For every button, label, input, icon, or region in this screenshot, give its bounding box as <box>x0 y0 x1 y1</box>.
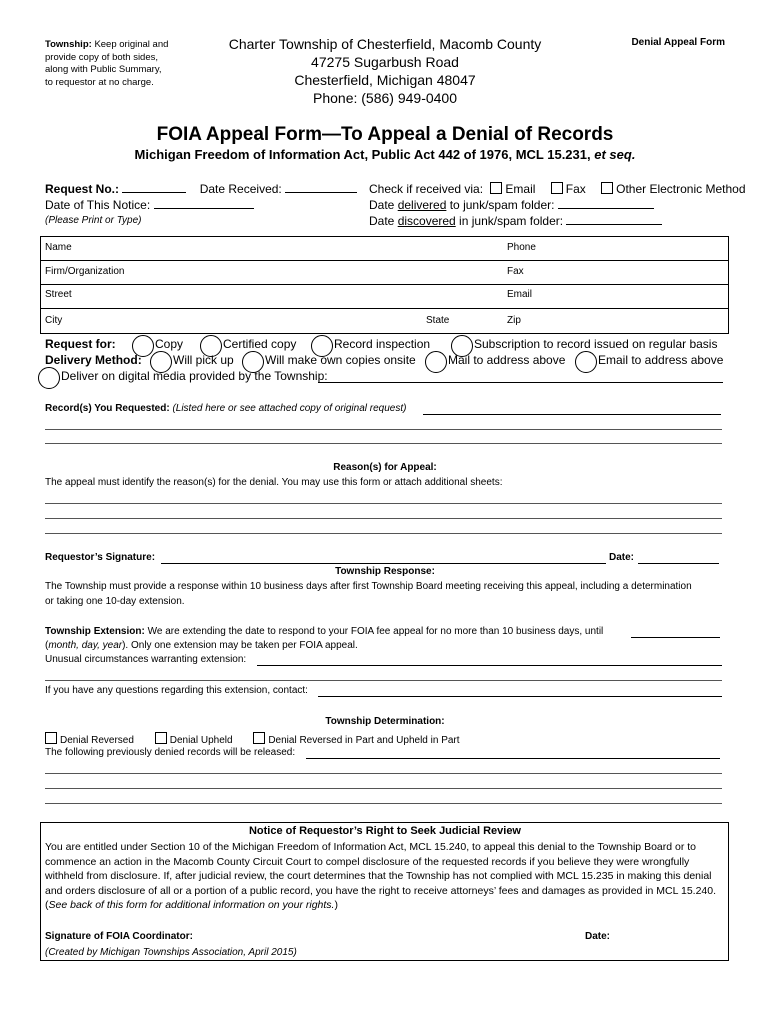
discovered-pre: Date <box>369 214 398 228</box>
contact-divider-2 <box>40 284 728 285</box>
request-for-label-text: Request for: <box>45 337 116 351</box>
request-for-label <box>45 337 116 351</box>
received-via-label: Check if received via: <box>369 182 484 196</box>
determination-options <box>45 732 460 746</box>
notice-line-2: commence an action in the Macomb County Circuit Court to compel disclosure of the requested records if you believe they were wrongfully <box>45 855 690 868</box>
request-no-row <box>45 182 357 196</box>
copy-option-label: Copy <box>155 337 184 351</box>
notice-see-back: (See back of this form for additional information on your rights.) <box>45 899 338 911</box>
coordinator-date-label: Date: <box>585 931 611 942</box>
delivered-junk-field[interactable] <box>558 198 654 209</box>
denial-partial-label: Denial Reversed in Part and Upheld in Part <box>268 735 460 746</box>
mail-radio[interactable] <box>425 351 447 373</box>
township-note-line-2: provide copy of both sides, <box>45 51 159 63</box>
released-line-4[interactable] <box>45 803 722 804</box>
form-label: Denial Appeal Form <box>631 37 725 48</box>
digital-media-option-label: Deliver on digital media provided by the Township: <box>61 369 328 383</box>
records-line-2[interactable] <box>45 429 722 430</box>
contact-table <box>40 236 729 334</box>
notice-line-1: You are entitled under Section 10 of the Michigan Freedom of Information Act, MCL 15.240, to appeal this denial to the Township Board or to <box>45 841 697 853</box>
extension-row <box>45 626 603 637</box>
record-inspection-option-label: Record inspection <box>334 337 431 351</box>
discovered-post: in junk/spam folder: <box>455 214 564 228</box>
released-line-3[interactable] <box>45 788 722 789</box>
contact-divider-1 <box>40 260 728 261</box>
determination-title: Township Determination: <box>325 716 445 727</box>
records-requested-label: Record(s) You Requested: <box>45 403 170 414</box>
requestor-date-label: Date: <box>609 552 635 563</box>
discovered-junk-field[interactable] <box>566 214 662 225</box>
township-note-bold: Township: <box>45 39 92 50</box>
fax-checkbox[interactable] <box>551 182 563 194</box>
delivered-pre: Date <box>369 198 398 212</box>
extension-contact-label: If you have any questions regarding this extension, contact: <box>45 685 308 696</box>
firm-field[interactable]: Firm/Organization <box>45 266 125 277</box>
request-no-label: Request No.: <box>45 182 120 196</box>
records-requested-note: (Listed here or see attached copy of original request) <box>172 403 407 414</box>
org-name: Charter Township of Chesterfield, Macomb County <box>228 36 542 52</box>
released-records-label: The following previously denied records will be released: <box>45 747 296 758</box>
date-notice-label: Date of This Notice: <box>45 198 151 212</box>
delivered-junk-row <box>369 198 654 212</box>
email-delivery-radio[interactable] <box>575 351 597 373</box>
township-note-line-1: Keep original and <box>94 39 169 50</box>
extension-note-italic: month, day, year <box>48 640 123 651</box>
reasons-title: Reason(s) for Appeal: <box>333 462 437 473</box>
will-pick-up-option-label: Will pick up <box>173 353 234 367</box>
notice-title: Notice of Requestor’s Right to Seek Judicial Review <box>248 825 521 837</box>
response-text-2: or taking one 10-day extension. <box>45 596 185 607</box>
city-field[interactable]: City <box>45 315 63 326</box>
response-text-1: The Township must provide a response within 10 business days after first Township Board meeting receiving this appeal, including a determination <box>45 581 692 592</box>
subscription-option-label: Subscription to record issued on regular basis <box>474 337 718 351</box>
other-electronic-checkbox[interactable] <box>601 182 613 194</box>
response-title: Township Response: <box>335 566 435 577</box>
address-line-2: Chesterfield, Michigan 48047 <box>294 72 476 88</box>
date-notice-row <box>45 198 254 212</box>
own-copies-option-label: Will make own copies onsite <box>265 353 416 367</box>
notice-line-4: and orders disclosure of all or a portion of a public record, you have the right to receive attorneys’ fees and damages as provided in MCL 15.240. <box>45 884 717 897</box>
denial-partial-checkbox[interactable] <box>253 732 265 744</box>
fax-field[interactable]: Fax <box>507 266 524 277</box>
extension-contact-field[interactable] <box>318 696 722 697</box>
requestor-signature-field[interactable] <box>161 563 606 564</box>
discovered-underlined: discovered <box>397 214 456 228</box>
released-line-2[interactable] <box>45 773 722 774</box>
subtitle-italic: et seq. <box>594 147 636 162</box>
digital-media-radio[interactable] <box>38 367 60 389</box>
reasons-line-3[interactable] <box>45 533 722 534</box>
email-checkbox[interactable] <box>490 182 502 194</box>
unusual-circumstances-label: Unusual circumstances warranting extension: <box>45 654 247 665</box>
notice-line-3: withheld from disclosure. If, after judicial review, the court determines that the Township has not complied with MCL 15.235 in making this denial <box>45 870 712 882</box>
fax-option-label: Fax <box>565 182 586 196</box>
date-received-field[interactable] <box>285 182 357 193</box>
township-note-line-3: along with Public Summary, <box>45 64 162 75</box>
notice-see-back-italic: See back of this form for additional information on your rights. <box>48 899 335 911</box>
received-via-row <box>369 182 746 196</box>
zip-field[interactable]: Zip <box>507 315 521 326</box>
requestor-date-field[interactable] <box>638 563 719 564</box>
released-records-field[interactable] <box>306 758 720 759</box>
records-requested-row <box>45 403 406 414</box>
denial-reversed-label: Denial Reversed <box>60 735 134 746</box>
discovered-junk-row <box>369 214 662 228</box>
address-line-1: 47275 Sugarbush Road <box>311 54 459 70</box>
coordinator-signature-label: Signature of FOIA Coordinator: <box>45 931 193 942</box>
page-subtitle <box>0 147 770 162</box>
date-received-label: Date Received: <box>199 182 282 196</box>
delivered-underlined: delivered <box>397 198 447 212</box>
email-option-label: Email <box>505 182 536 196</box>
unusual-circumstances-field[interactable] <box>257 665 722 666</box>
township-note-line-4: to requestor at no charge. <box>45 76 154 88</box>
extension-date-field[interactable] <box>631 637 720 638</box>
other-electronic-option-label: Other Electronic Method <box>616 182 746 196</box>
name-field[interactable]: Name <box>45 242 72 253</box>
records-line-1[interactable] <box>423 414 721 415</box>
request-no-field[interactable] <box>122 182 186 193</box>
state-field[interactable]: State <box>426 315 450 326</box>
extension-note-text: ). Only one extension may be taken per FOIA appeal. <box>122 640 358 651</box>
digital-media-field[interactable] <box>318 382 723 383</box>
email-delivery-option-label: Email to address above <box>598 353 724 367</box>
page-title: FOIA Appeal Form—To Appeal a Denial of Records <box>156 124 614 145</box>
denial-upheld-checkbox[interactable] <box>155 732 167 744</box>
delivery-method-label-text: Delivery Method: <box>45 353 142 367</box>
email-field[interactable]: Email <box>507 289 533 300</box>
street-field[interactable]: Street <box>45 289 72 300</box>
unusual-circumstances-line-2[interactable] <box>45 680 722 681</box>
reasons-instructions: The appeal must identify the reason(s) for the denial. You may use this form or attach additional sheets: <box>45 477 503 488</box>
reasons-line-2[interactable] <box>45 518 722 519</box>
contact-divider-3 <box>40 308 728 309</box>
date-notice-field[interactable] <box>154 198 254 209</box>
extension-note: (month, day, year). Only one extension may be taken per FOIA appeal. <box>45 640 358 651</box>
delivered-post: to junk/spam folder: <box>446 198 555 212</box>
subtitle-text: Michigan Freedom of Information Act, Public Act 442 of 1976, MCL 15.231, <box>134 147 591 162</box>
records-line-3[interactable] <box>45 443 722 444</box>
extension-label: Township Extension: <box>45 626 145 637</box>
notice-body <box>45 840 721 913</box>
certified-copy-option-label: Certified copy <box>223 337 297 351</box>
phone-number: Phone: (586) 949-0400 <box>313 90 457 106</box>
reasons-line-1[interactable] <box>45 503 722 504</box>
requestor-signature-label: Requestor’s Signature: <box>45 552 156 563</box>
phone-field[interactable]: Phone <box>507 242 536 253</box>
denial-upheld-label: Denial Upheld <box>169 735 233 746</box>
denial-reversed-checkbox[interactable] <box>45 732 57 744</box>
print-note: (Please Print or Type) <box>45 215 142 226</box>
footer-credit: (Created by Michigan Townships Association, April 2015) <box>45 947 297 958</box>
mail-option-label: Mail to address above <box>448 353 566 367</box>
extension-text: We are extending the date to respond to your FOIA fee appeal for no more than 10 business days, until <box>147 626 604 637</box>
delivery-method-label <box>45 353 142 367</box>
